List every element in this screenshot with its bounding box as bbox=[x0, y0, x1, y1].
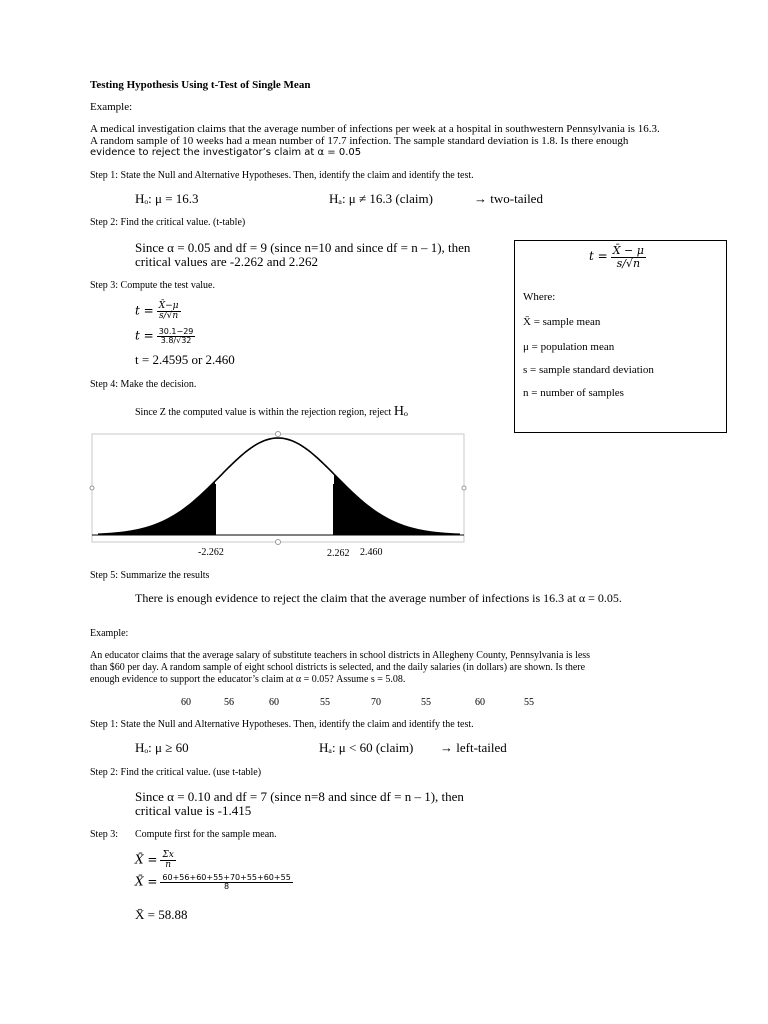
mean-substitution-denominator: 8 bbox=[224, 882, 230, 892]
example-1-problem-line-3: evidence to reject the investigator’s claim at α = 0.05 bbox=[90, 147, 362, 158]
example-2-test-type: → left-tailed bbox=[440, 740, 507, 755]
formula-box-item-std-dev: s = sample standard deviation bbox=[523, 364, 654, 376]
example-1-label: Example: bbox=[90, 101, 133, 113]
decision-text-h0: Hₒ bbox=[393, 404, 408, 419]
example-1-step-5: Step 5: Summarize the results bbox=[90, 570, 210, 581]
formula-box-item-population-mean: μ = population mean bbox=[523, 341, 615, 353]
formula-box-lhs: t = bbox=[589, 248, 608, 263]
example-2-problem-line-2: than $60 per day. A random sample of eight school districts is selected, and the daily salaries (in dollars) are shown. Is there bbox=[90, 662, 586, 673]
example-1-step-4: Step 4: Make the decision. bbox=[90, 379, 197, 390]
example-2-step-2: Step 2: Find the critical value. (use t-table) bbox=[90, 767, 262, 778]
mean-substitution-lhs: X̄ = bbox=[135, 874, 158, 889]
salary-value: 55 bbox=[524, 697, 534, 708]
mean-formula-denominator: n bbox=[165, 860, 172, 871]
example-2-step-3-text: Compute first for the sample mean. bbox=[135, 829, 277, 840]
decision-text bbox=[135, 404, 408, 420]
salary-value: 56 bbox=[224, 697, 234, 708]
right-rejection-region bbox=[334, 474, 460, 535]
t-formula bbox=[135, 302, 181, 322]
label-left-critical: -2.262 bbox=[198, 547, 224, 558]
example-2-critical-line-1: Since α = 0.10 and df = 7 (since n=8 and since df = n – 1), then bbox=[135, 789, 464, 804]
label-test-value: 2.460 bbox=[360, 547, 383, 558]
t-distribution-diagram bbox=[88, 428, 468, 564]
formula-box-equation bbox=[589, 245, 646, 269]
example-1-problem-line-2: A random sample of 10 weeks had a mean number of 17.7 infection. The sample standard deviation is 1.8. Is there enough bbox=[90, 135, 629, 147]
mean-formula bbox=[135, 851, 176, 871]
salary-value: 55 bbox=[421, 697, 431, 708]
formula-box bbox=[514, 240, 727, 433]
example-2-alternative-hypothesis: Hₐ: μ < 60 (claim) bbox=[319, 740, 414, 755]
t-substitution-numerator: 30.1−29 bbox=[158, 327, 194, 336]
handle-left bbox=[90, 486, 94, 490]
t-substitution-lhs: t = bbox=[135, 328, 154, 343]
example-1-problem-line-1: A medical investigation claims that the average number of infections per week at a hospital in southwestern Pennsylvania is 16.3. bbox=[90, 123, 660, 135]
formula-box-item-samples: n = number of samples bbox=[523, 387, 624, 399]
example-1-step-3: Step 3: Compute the test value. bbox=[90, 280, 215, 291]
t-substitution bbox=[135, 328, 195, 346]
label-right-critical: 2.262 bbox=[327, 548, 350, 559]
t-substitution-denominator: 3.8/√32 bbox=[160, 336, 192, 346]
salary-value: 55 bbox=[320, 697, 330, 708]
salary-value: 60 bbox=[475, 697, 485, 708]
example-1-step-2: Step 2: Find the critical value. (t-table) bbox=[90, 217, 246, 228]
example-2-null-hypothesis: Hₒ: μ ≥ 60 bbox=[135, 740, 189, 755]
distribution-curve bbox=[98, 438, 460, 534]
t-formula-denominator: s/√n bbox=[159, 311, 179, 322]
example-2-problem-line-3: enough evidence to support the educator’s claim at α = 0.05? Assume s = 5.08. bbox=[90, 674, 406, 685]
example-1-null-hypothesis: Hₒ: μ = 16.3 bbox=[135, 191, 199, 206]
t-result: t = 2.4595 or 2.460 bbox=[135, 352, 235, 367]
page-title: Testing Hypothesis Using t-Test of Single Mean bbox=[90, 79, 311, 91]
mean-substitution-numerator: 60+56+60+55+70+55+60+55 bbox=[162, 873, 291, 882]
example-2-problem-line-1: An educator claims that the average salary of substitute teachers in school districts in Allegheny County, Pennsylvania is less bbox=[90, 650, 591, 661]
example-1-alternative-hypothesis: Hₐ: μ ≠ 16.3 (claim) bbox=[329, 191, 433, 206]
example-2-step-3-label: Step 3: bbox=[90, 829, 119, 840]
handle-right bbox=[462, 486, 466, 490]
mean-formula-numerator: Σx bbox=[162, 850, 174, 860]
t-formula-lhs: t = bbox=[135, 303, 154, 318]
example-1-critical-line-2: critical values are -2.262 and 2.262 bbox=[135, 254, 319, 269]
formula-box-item-sample-mean: X̄ = sample mean bbox=[523, 316, 601, 328]
t-formula-numerator: X̄−μ bbox=[158, 301, 179, 311]
diagram-frame bbox=[92, 434, 464, 542]
example-1-test-type: → two-tailed bbox=[474, 191, 543, 206]
formula-box-where: Where: bbox=[523, 291, 556, 303]
example-2-critical-line-2: critical value is -1.415 bbox=[135, 803, 252, 818]
handle-top bbox=[276, 432, 281, 437]
mean-result: X̄ = 58.88 bbox=[135, 907, 188, 922]
summary-text: There is enough evidence to reject the claim that the average number of infections is 16.3 at α = 0.05. bbox=[135, 591, 622, 605]
salary-value: 70 bbox=[371, 697, 381, 708]
salary-value: 60 bbox=[181, 697, 191, 708]
formula-box-numerator: X̄ − μ bbox=[612, 244, 644, 257]
mean-substitution bbox=[135, 874, 293, 892]
formula-box-denominator: s/√n bbox=[616, 256, 641, 270]
example-2-label: Example: bbox=[90, 628, 129, 639]
handle-bottom bbox=[276, 540, 281, 545]
example-1-critical-line-1: Since α = 0.05 and df = 9 (since n=10 and since df = n – 1), then bbox=[135, 240, 471, 255]
decision-text-main: Since Z the computed value is within the rejection region, reject bbox=[135, 407, 392, 418]
example-2-step-1: Step 1: State the Null and Alternative Hypotheses. Then, identify the claim and identify the test. bbox=[90, 719, 474, 730]
salary-value: 60 bbox=[269, 697, 279, 708]
left-rejection-region bbox=[98, 481, 215, 535]
example-1-step-1: Step 1: State the Null and Alternative Hypotheses. Then, identify the claim and identify the test. bbox=[90, 170, 474, 181]
mean-formula-lhs: X̄ = bbox=[135, 852, 158, 867]
